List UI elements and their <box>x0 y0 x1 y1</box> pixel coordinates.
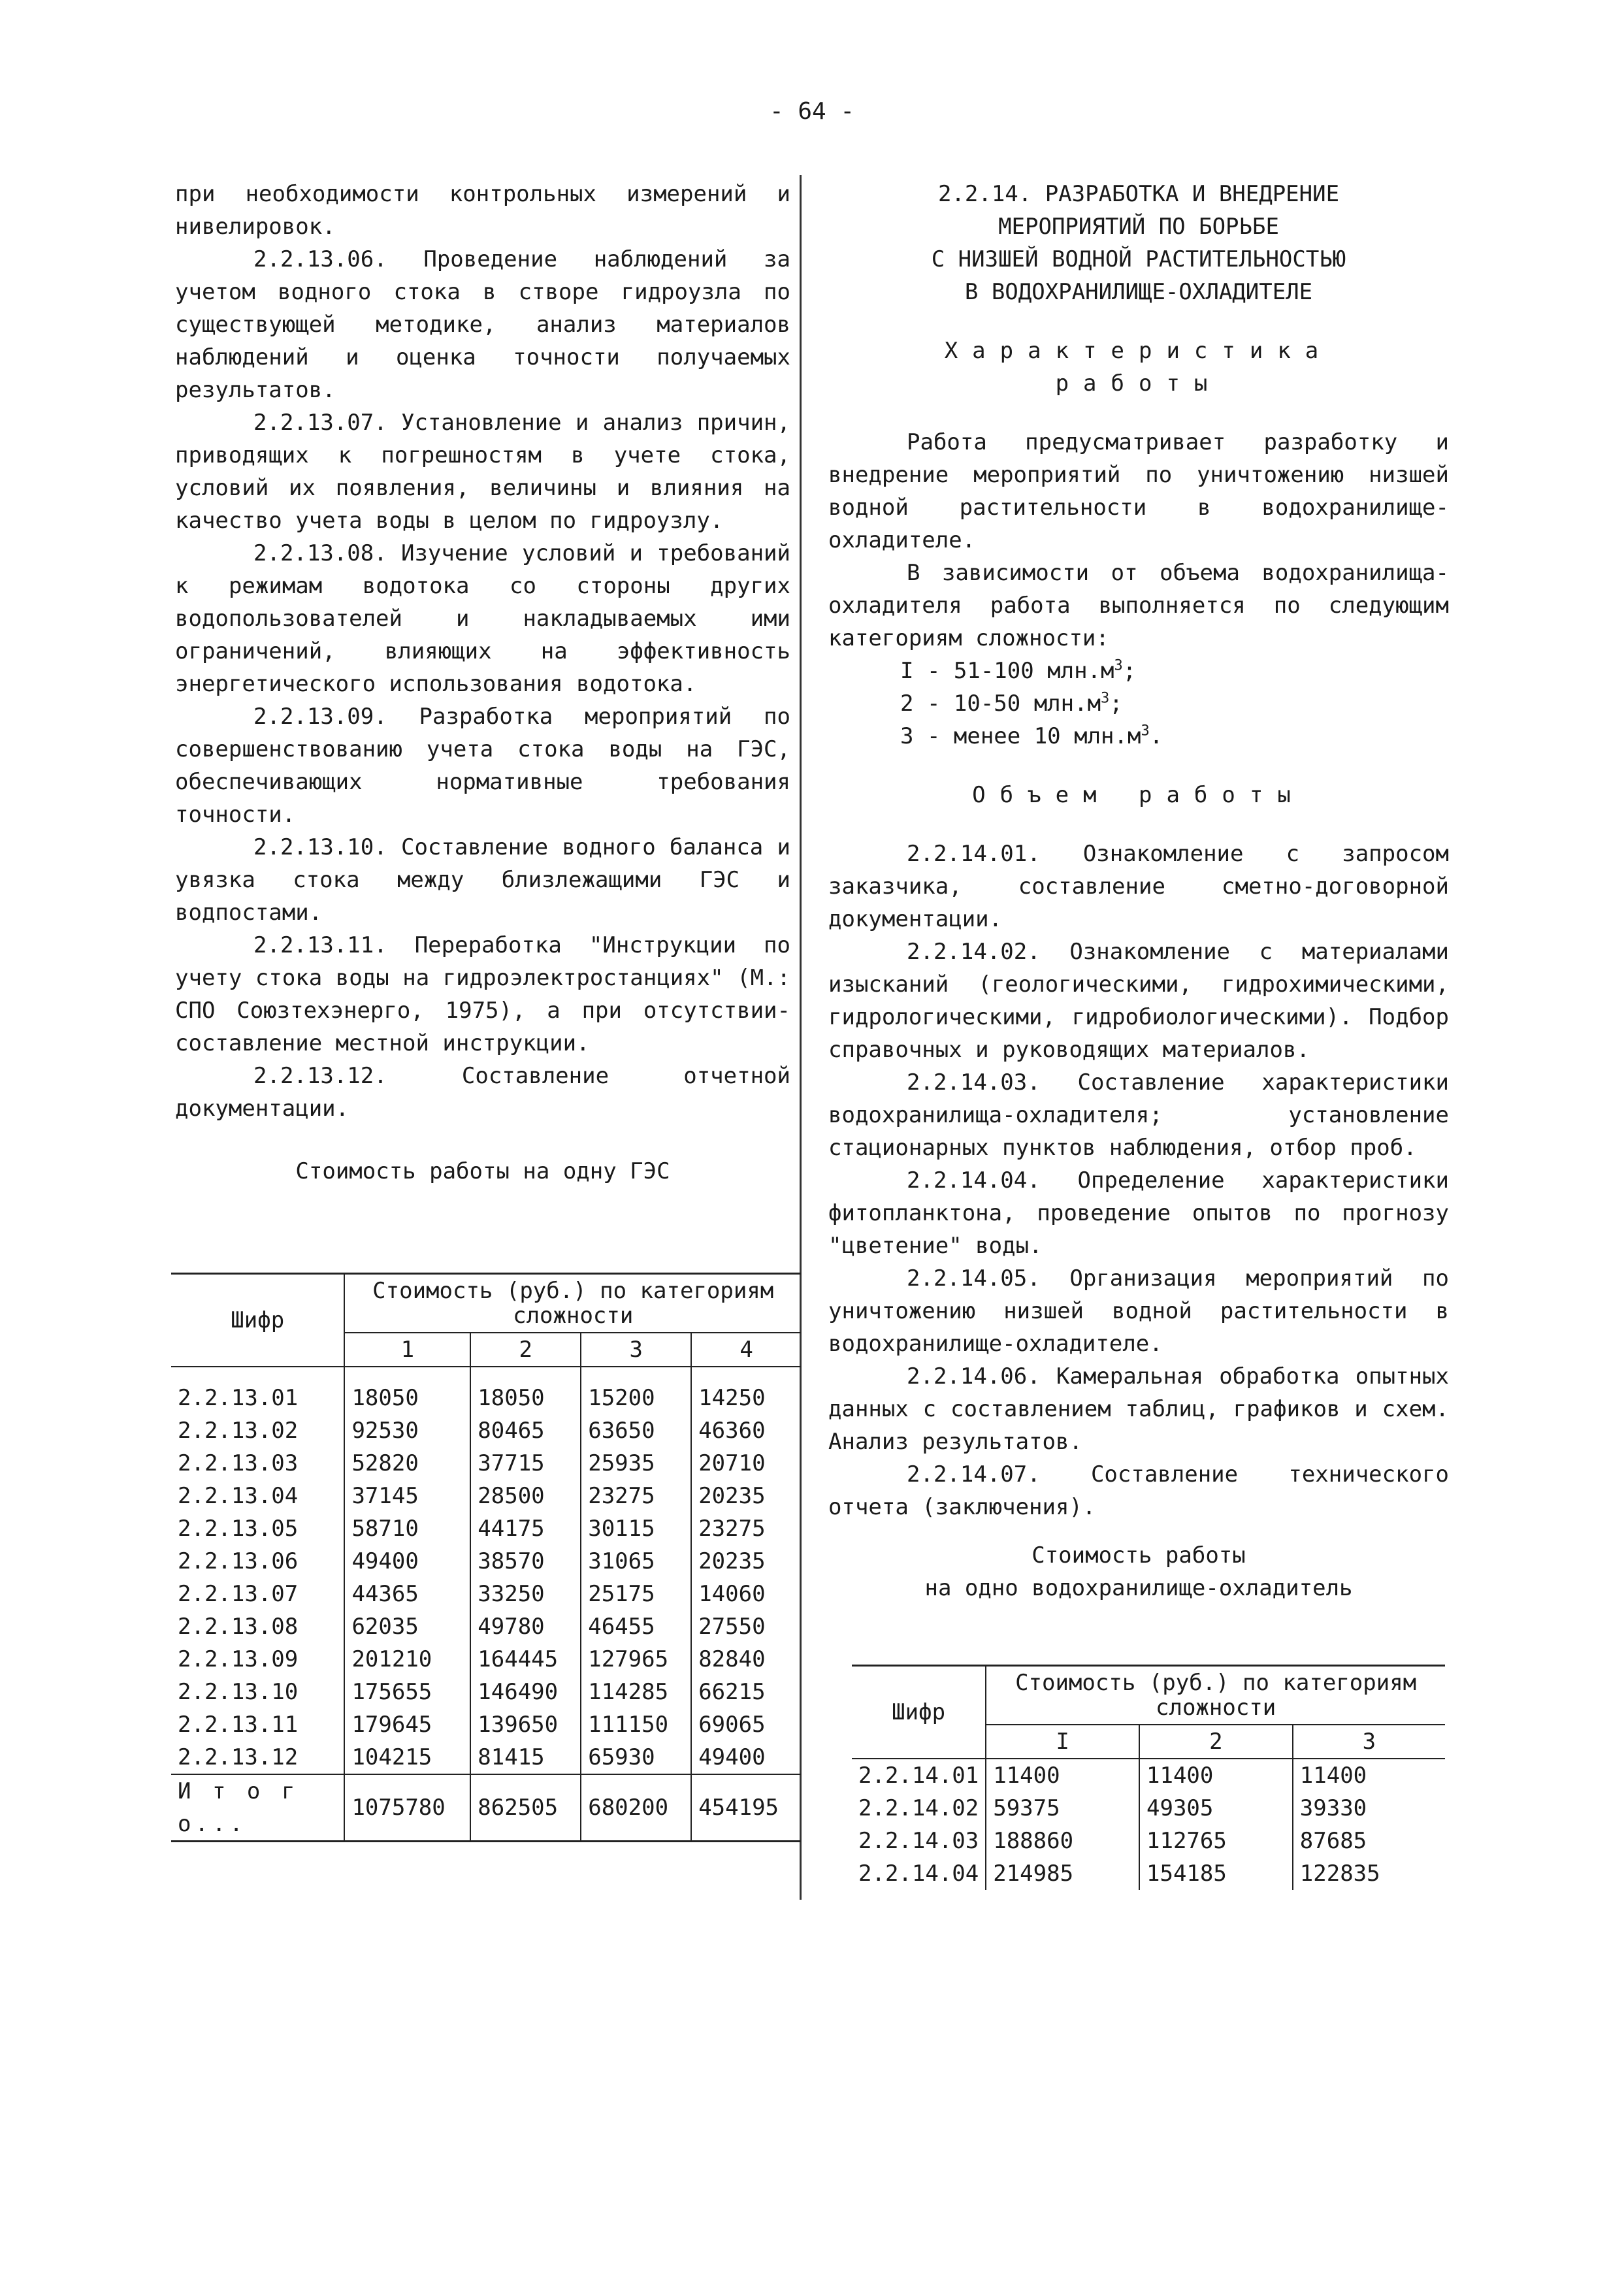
cost-value: 25935 <box>581 1447 691 1480</box>
cost-value: 114285 <box>581 1676 691 1708</box>
paragraph: 2.2.13.11. Переработка "Инструкции по учету стока воды на гидроэлектростанциях" (М.: СПО Союзтехэнерго, 1975), а при отсутствии-составление местной инструкции. <box>175 932 790 1056</box>
cost-value: 15200 <box>581 1367 691 1414</box>
cost-value: 23275 <box>581 1480 691 1512</box>
table-caption: Стоимость работы <box>1031 1542 1246 1569</box>
cost-value: 30115 <box>581 1512 691 1545</box>
cost-value: 92530 <box>344 1414 470 1447</box>
table-row <box>171 1578 801 1610</box>
cost-value: 18050 <box>344 1367 470 1414</box>
cost-value: 49400 <box>344 1545 470 1578</box>
cost-value: 164445 <box>470 1643 581 1676</box>
row-code: 2.2.13.05 <box>178 1516 299 1542</box>
cost-value: 66215 <box>691 1676 801 1708</box>
row-code: 2.2.14.02 <box>858 1795 979 1821</box>
work-item: 2.2.14.01. Ознакомление с запросом заказчика, составление сметно-договорной документации. <box>828 841 1449 932</box>
cost-value: 112765 <box>1139 1825 1293 1857</box>
category-header: 3 <box>581 1333 691 1367</box>
section-heading: МЕРОПРИЯТИЙ ПО БОРЬБЕ <box>998 214 1279 240</box>
total-value: 454195 <box>691 1774 801 1842</box>
cost-value: 58710 <box>344 1512 470 1545</box>
cost-value: 146490 <box>470 1676 581 1708</box>
cost-value: 175655 <box>344 1676 470 1708</box>
cost-value: 23275 <box>691 1512 801 1545</box>
cost-value: 82840 <box>691 1643 801 1676</box>
row-code: 2.2.14.03 <box>858 1828 979 1854</box>
subheading: Характеристика <box>944 338 1333 364</box>
work-item: 2.2.14.06. Камеральная обработка опытных данных с составлением таблиц, графиков и схем. Анализ результатов. <box>828 1363 1449 1455</box>
total-value: 862505 <box>470 1774 581 1842</box>
cost-value: 63650 <box>581 1414 691 1447</box>
cost-value: 39330 <box>1293 1792 1445 1825</box>
paragraph: Работа предусматривает разработку и внедрение мероприятий по уничтожению низшей водной растительности в водохранилище-охладителе. <box>828 429 1449 553</box>
cost-value: 179645 <box>344 1708 470 1741</box>
row-code: 2.2.13.10 <box>178 1679 299 1705</box>
row-code: 2.2.13.12 <box>178 1744 299 1770</box>
row-code: 2.2.13.04 <box>178 1483 299 1509</box>
row-code: 2.2.13.11 <box>178 1712 299 1738</box>
table-row <box>171 1480 801 1512</box>
category-item: 3 - менее 10 $млн.м^3$. <box>900 723 1163 749</box>
paragraph: 2.2.13.09. Разработка мероприятий по совершенствованию учета стока воды на ГЭС, обеспечивающих нормативные требования точности. <box>175 704 790 828</box>
cost-value: 28500 <box>470 1480 581 1512</box>
cost-value: 44365 <box>344 1578 470 1610</box>
cost-value: 104215 <box>344 1741 470 1774</box>
work-item: 2.2.14.04. Определение характеристики фитопланктона, проведение опытов по прогнозу "цветение" воды. <box>828 1167 1449 1259</box>
cost-value: 44175 <box>470 1512 581 1545</box>
table-body <box>171 1367 801 1774</box>
cost-value: 46360 <box>691 1414 801 1447</box>
cost-value: 14250 <box>691 1367 801 1414</box>
cost-value: 25175 <box>581 1578 691 1610</box>
cost-value: 37145 <box>344 1480 470 1512</box>
cost-value: 52820 <box>344 1447 470 1480</box>
cost-value: 14060 <box>691 1578 801 1610</box>
table-row <box>171 1367 801 1414</box>
cost-value: 111150 <box>581 1708 691 1741</box>
category-header: 1 <box>344 1333 470 1367</box>
cost-value: 59375 <box>986 1792 1139 1825</box>
cost-value: 27550 <box>691 1610 801 1643</box>
total-label: И т о г о... <box>178 1778 299 1837</box>
row-code: 2.2.14.01 <box>858 1763 979 1789</box>
category-item: I - 51-100 $млн.м^3$; <box>900 657 1137 684</box>
cost-value: 38570 <box>470 1545 581 1578</box>
cost-value: 31065 <box>581 1545 691 1578</box>
cost-value: 154185 <box>1139 1857 1293 1890</box>
cost-value: 122835 <box>1293 1857 1445 1890</box>
cost-value: 214985 <box>986 1857 1139 1890</box>
row-code: 2.2.13.09 <box>178 1646 299 1672</box>
work-item: 2.2.14.05. Организация мероприятий по уничтожению низшей водной растительности в водохранилище-охладителе. <box>828 1265 1449 1357</box>
subheading: работы <box>1055 370 1222 397</box>
row-code: 2.2.13.06 <box>178 1548 299 1574</box>
table-row <box>171 1610 801 1643</box>
cost-value: 11400 <box>1293 1759 1445 1792</box>
column-header-cost: Стоимость (руб.) по категориям сложности <box>344 1274 801 1333</box>
cost-value: 33250 <box>470 1578 581 1610</box>
cost-value: 49305 <box>1139 1792 1293 1825</box>
row-code: 2.2.13.01 <box>178 1385 299 1411</box>
cost-value: 49780 <box>470 1610 581 1643</box>
cost-value: 80465 <box>470 1414 581 1447</box>
table-row <box>171 1414 801 1447</box>
table-caption: Стоимость работы на одну ГЭС <box>295 1158 670 1184</box>
paragraph: 2.2.13.06. Проведение наблюдений за учетом водного стока в створе гидроузла по существующей методике, анализ материалов наблюдений и оценка точности получаемых результатов. <box>175 246 790 403</box>
cost-value: 20235 <box>691 1480 801 1512</box>
work-item: 2.2.14.03. Составление характеристики водохранилища-охладителя; установление стационарных пунктов наблюдения, отбор проб. <box>828 1069 1449 1161</box>
paragraph: 2.2.13.08. Изучение условий и требований к режимам водотока со стороны других водопользователей и накладываемых ими ограничений, влияющих на эффективность энергетического использования водотока. <box>175 540 790 697</box>
row-code: 2.2.13.08 <box>178 1614 299 1640</box>
cost-value: 81415 <box>470 1741 581 1774</box>
cost-table-hes <box>171 1273 801 1842</box>
row-code: 2.2.13.07 <box>178 1581 299 1607</box>
total-value: 680200 <box>581 1774 691 1842</box>
left-column <box>175 178 790 1188</box>
column-header-code: Шифр <box>171 1274 344 1367</box>
category-item: 2 - 10-50 $млн.м^3$; <box>900 690 1123 717</box>
table-row <box>171 1708 801 1741</box>
table-row <box>171 1447 801 1480</box>
cost-value: 65930 <box>581 1741 691 1774</box>
category-header: 2 <box>470 1333 581 1367</box>
table-row <box>171 1545 801 1578</box>
section-heading: С НИЗШЕЙ ВОДНОЙ РАСТИТЕЛЬНОСТЬЮ <box>931 246 1346 272</box>
cost-value: 127965 <box>581 1643 691 1676</box>
paragraph: 2.2.13.10. Составление водного баланса и увязка стока между близлежащими ГЭС и водпостами. <box>175 834 790 926</box>
work-item: 2.2.14.02. Ознакомление с материалами изысканий (геологическими, гидрохимическими, гидрологическими, гидробиологическими). Подбор справочных и руководящих материалов. <box>828 939 1449 1063</box>
cost-value: 87685 <box>1293 1825 1445 1857</box>
category-header: 4 <box>691 1333 801 1367</box>
row-code: 2.2.13.03 <box>178 1450 299 1476</box>
row-code: 2.2.14.04 <box>858 1861 979 1887</box>
section-heading: 2.2.14. РАЗРАБОТКА И ВНЕДРЕНИЕ <box>937 181 1340 207</box>
paragraph: при необходимости контрольных измерений и нивелировок. <box>175 181 790 240</box>
paragraph: В зависимости от объема водохранилища-охладителя работа выполняется по следующим категориям сложности: <box>828 560 1449 651</box>
cost-value: 201210 <box>344 1643 470 1676</box>
table-row <box>852 1825 1445 1857</box>
page-number: - 64 - <box>769 98 855 125</box>
table-total-row <box>171 1774 801 1842</box>
cost-value: 139650 <box>470 1708 581 1741</box>
table-row <box>171 1643 801 1676</box>
table-row <box>852 1792 1445 1825</box>
category-header: I <box>986 1725 1139 1759</box>
category-header: 2 <box>1139 1725 1293 1759</box>
column-header-cost: Стоимость (руб.) по категориям сложности <box>986 1666 1445 1725</box>
total-value: 1075780 <box>344 1774 470 1842</box>
cost-value: 37715 <box>470 1447 581 1480</box>
table-row <box>852 1857 1445 1890</box>
paragraph: 2.2.13.07. Установление и анализ причин, приводящих к погрешностям в учете стока, условий их появления, величины и влияния на качество учета воды в целом по гидроузлу. <box>175 410 790 534</box>
cost-value: 20710 <box>691 1447 801 1480</box>
table-body <box>852 1759 1445 1890</box>
cost-value: 46455 <box>581 1610 691 1643</box>
work-item: 2.2.14.07. Составление технического отчета (заключения). <box>828 1461 1449 1520</box>
column-header-code: Шифр <box>852 1666 986 1759</box>
cost-value: 49400 <box>691 1741 801 1774</box>
cost-value: 11400 <box>986 1759 1139 1792</box>
table-row <box>852 1759 1445 1792</box>
cost-value: 188860 <box>986 1825 1139 1857</box>
row-code: 2.2.13.02 <box>178 1418 299 1444</box>
table-row <box>171 1741 801 1774</box>
cost-value: 11400 <box>1139 1759 1293 1792</box>
cost-value: 18050 <box>470 1367 581 1414</box>
cost-value: 69065 <box>691 1708 801 1741</box>
cost-table-reservoir <box>852 1665 1445 1890</box>
paragraph: 2.2.13.12. Составление отчетной документации. <box>175 1063 790 1122</box>
table-row <box>171 1676 801 1708</box>
table-row <box>171 1512 801 1545</box>
cost-value: 20235 <box>691 1545 801 1578</box>
category-header: 3 <box>1293 1725 1445 1759</box>
subheading: Объем работы <box>972 782 1305 808</box>
section-heading: В ВОДОХРАНИЛИЩЕ-ОХЛАДИТЕЛЕ <box>964 279 1313 305</box>
cost-value: 62035 <box>344 1610 470 1643</box>
right-column <box>828 178 1449 1604</box>
table-caption: на одно водохранилище-охладитель <box>924 1575 1353 1601</box>
